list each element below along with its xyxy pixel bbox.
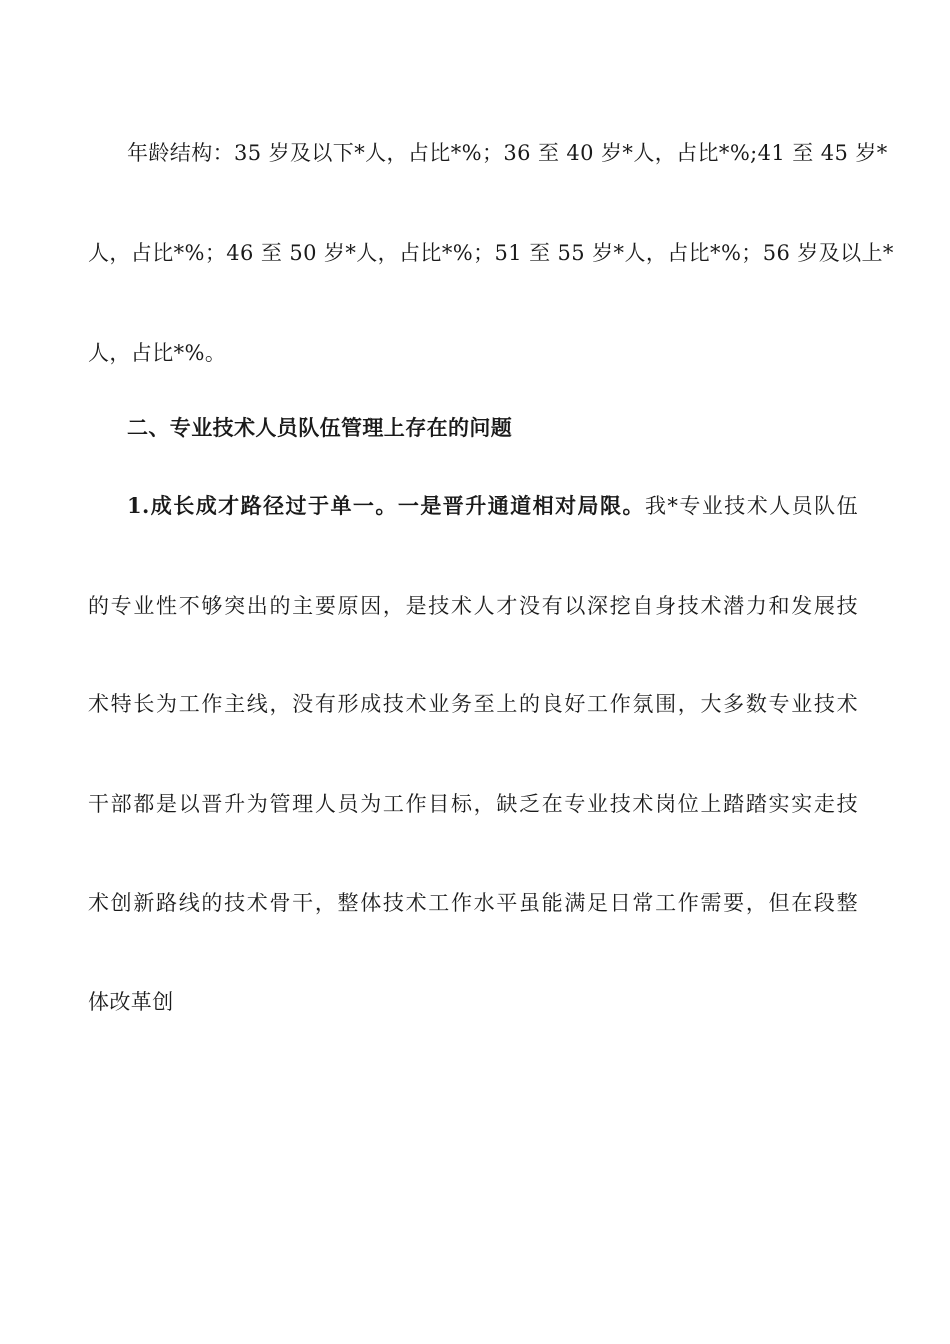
problem-line-1 [127, 492, 858, 520]
problem-line-2: 的专业性不够突出的主要原因，是技术人才没有以深挖自身技术潜力和发展技 [88, 594, 858, 618]
problem-line-5: 术创新路线的技术骨干，整体技术工作水平虽能满足日常工作需要，但在段整 [88, 891, 858, 915]
problem-lead-bold: 1.成长成才路径过于单一。一是晋升通道相对局限。 [127, 493, 645, 518]
age-structure-line-3: 人，占比*%。 [88, 341, 227, 365]
age-structure-line-2: 人，占比*%；46 至 50 岁*人，占比*%；51 至 55 岁*人，占比*%；56 岁及以上* [88, 241, 894, 265]
problem-line-3: 术特长为工作主线，没有形成技术业务至上的良好工作氛围，大多数专业技术 [88, 692, 858, 716]
problem-lead-rest: 我*专业技术人员队伍 [644, 494, 858, 518]
problem-line-6: 体改革创 [88, 990, 174, 1014]
problem-line-4: 干部都是以晋升为管理人员为工作目标，缺乏在专业技术岗位上踏踏实实走技 [88, 792, 858, 816]
age-structure-line-1: 年龄结构：35 岁及以下*人，占比*%；36 至 40 岁*人，占比*%;41 至 45 岁* [127, 141, 888, 165]
section-heading: 二、专业技术人员队伍管理上存在的问题 [127, 416, 513, 440]
